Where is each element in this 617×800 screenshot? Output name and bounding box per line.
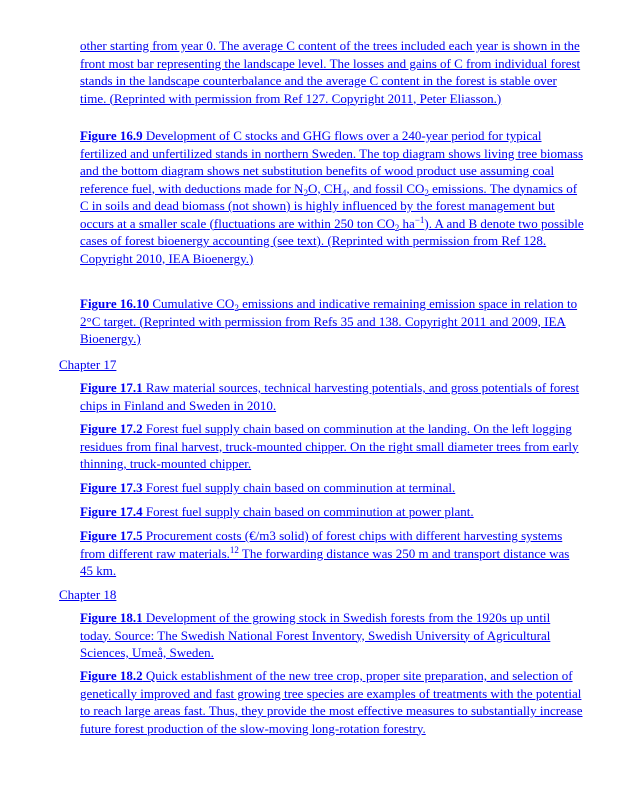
figure-label: Figure 17.1	[80, 380, 143, 395]
figure-label: Figure 17.4	[80, 504, 143, 519]
caption-text: O, CH	[307, 180, 342, 196]
caption-text: Raw material sources, technical harvesting potentials, and gross potentials of forest chips in Finland and Sweden in 2010.	[80, 380, 580, 413]
chapter-18-link[interactable]: Chapter 18	[59, 587, 117, 602]
figure-16-8-caption-continued[interactable]	[80, 37, 584, 107]
subscript: 4	[341, 187, 347, 198]
figure-17-4-link[interactable]	[80, 503, 584, 521]
caption-text: Forest fuel supply chain based on comminution at power plant.	[142, 504, 474, 519]
caption-text: ). A and B denote two possible cases of forest bioenergy accounting (see text). (Reprinted with permission from Ref 128. Copyright 2010, IEA Bioenergy.)	[80, 215, 584, 266]
caption-text: other starting from year 0. The average C content of the trees included each year is shown in the front most bar representing the landscape level. The losses and gains of C from individual forest stands in the landscape counterbalance and the average C content in the forest is stable over time. (Reprinted with permission from Ref 127. Copyright 2011, Peter Eliasson.)	[80, 38, 581, 106]
figure-label: Figure 17.5	[80, 528, 143, 543]
figure-label: Figure 16.10	[80, 296, 150, 311]
subscript: 2	[303, 187, 308, 198]
caption-text: Development of the growing stock in Swedish forests from the 1920s up until today. Source: The Swedish National Forest Inventory, Swedish University of Agricultural Sciences, Umeå, Sweden.	[80, 610, 551, 660]
figure-17-1-link[interactable]	[80, 379, 584, 414]
superscript: −1	[414, 214, 425, 225]
figure-17-3-link[interactable]	[80, 479, 584, 497]
caption-text: Cumulative CO	[149, 296, 235, 311]
caption-text: emissions. The dynamics of C in soils and dead biomass (not shown) is highly influenced by the forest management but occurs at a smaller scale (fluctuations are within 250 ton CO	[80, 180, 578, 231]
caption-text: Procurement costs (€/m3 solid) of forest chips with different harvesting systems from different raw materials.	[80, 528, 563, 561]
caption-text: , and fossil CO	[346, 180, 425, 196]
figure-label: Figure 16.9	[80, 128, 143, 143]
figure-label: Figure 18.1	[80, 610, 143, 625]
subscript: 2	[394, 222, 400, 233]
caption-text: The forwarding distance was 250 m and transport distance was 45 km.	[80, 545, 570, 578]
caption-text: Forest fuel supply chain based on comminution at terminal.	[142, 480, 456, 495]
superscript: 12	[229, 544, 239, 555]
figure-label: Figure 17.3	[80, 480, 143, 495]
figure-18-1-link[interactable]	[80, 609, 584, 662]
subscript: 2	[234, 303, 239, 313]
subscript: 2	[424, 187, 429, 198]
figure-16-9-link[interactable]	[80, 127, 584, 267]
caption-text: ha	[399, 215, 415, 231]
figure-17-5-link[interactable]	[80, 527, 584, 580]
figure-label: Figure 17.2	[80, 421, 143, 436]
figure-label: Figure 18.2	[80, 668, 143, 683]
chapter-17-link[interactable]: Chapter 17	[59, 357, 117, 372]
figure-17-2-link[interactable]	[80, 420, 584, 473]
caption-text: Development of C stocks and GHG flows over a 240-year period for typical fertilized and unfertilized stands in northern Sweden. The top diagram shows living tree biomass and the bottom diagram shows net substitution benefits of wood product use assuming coal reference fuel, with deductions made for N	[80, 128, 584, 196]
figure-18-2-link[interactable]	[80, 667, 584, 737]
caption-text: emissions and indicative remaining emission space in relation to 2°C target. (Reprinted with permission from Refs 35 and 138. Copyright 2011 and 2009, IEA Bioenergy.)	[80, 296, 578, 346]
caption-text: Forest fuel supply chain based on comminution at the landing. On the left logging residues from final harvest, truck-mounted chipper. On the right small diameter trees from early thinning, truck-mounted chipper.	[80, 421, 579, 471]
caption-text: Quick establishment of the new tree crop, proper site preparation, and selection of genetically improved and fast growing tree species are examples of treatments with the potential to reach large areas fast. Thus, they provide the most effective measures to substantially increase future forest production of the slow-moving long-rotation forestry.	[80, 668, 583, 736]
figure-16-10-link[interactable]	[80, 295, 584, 348]
